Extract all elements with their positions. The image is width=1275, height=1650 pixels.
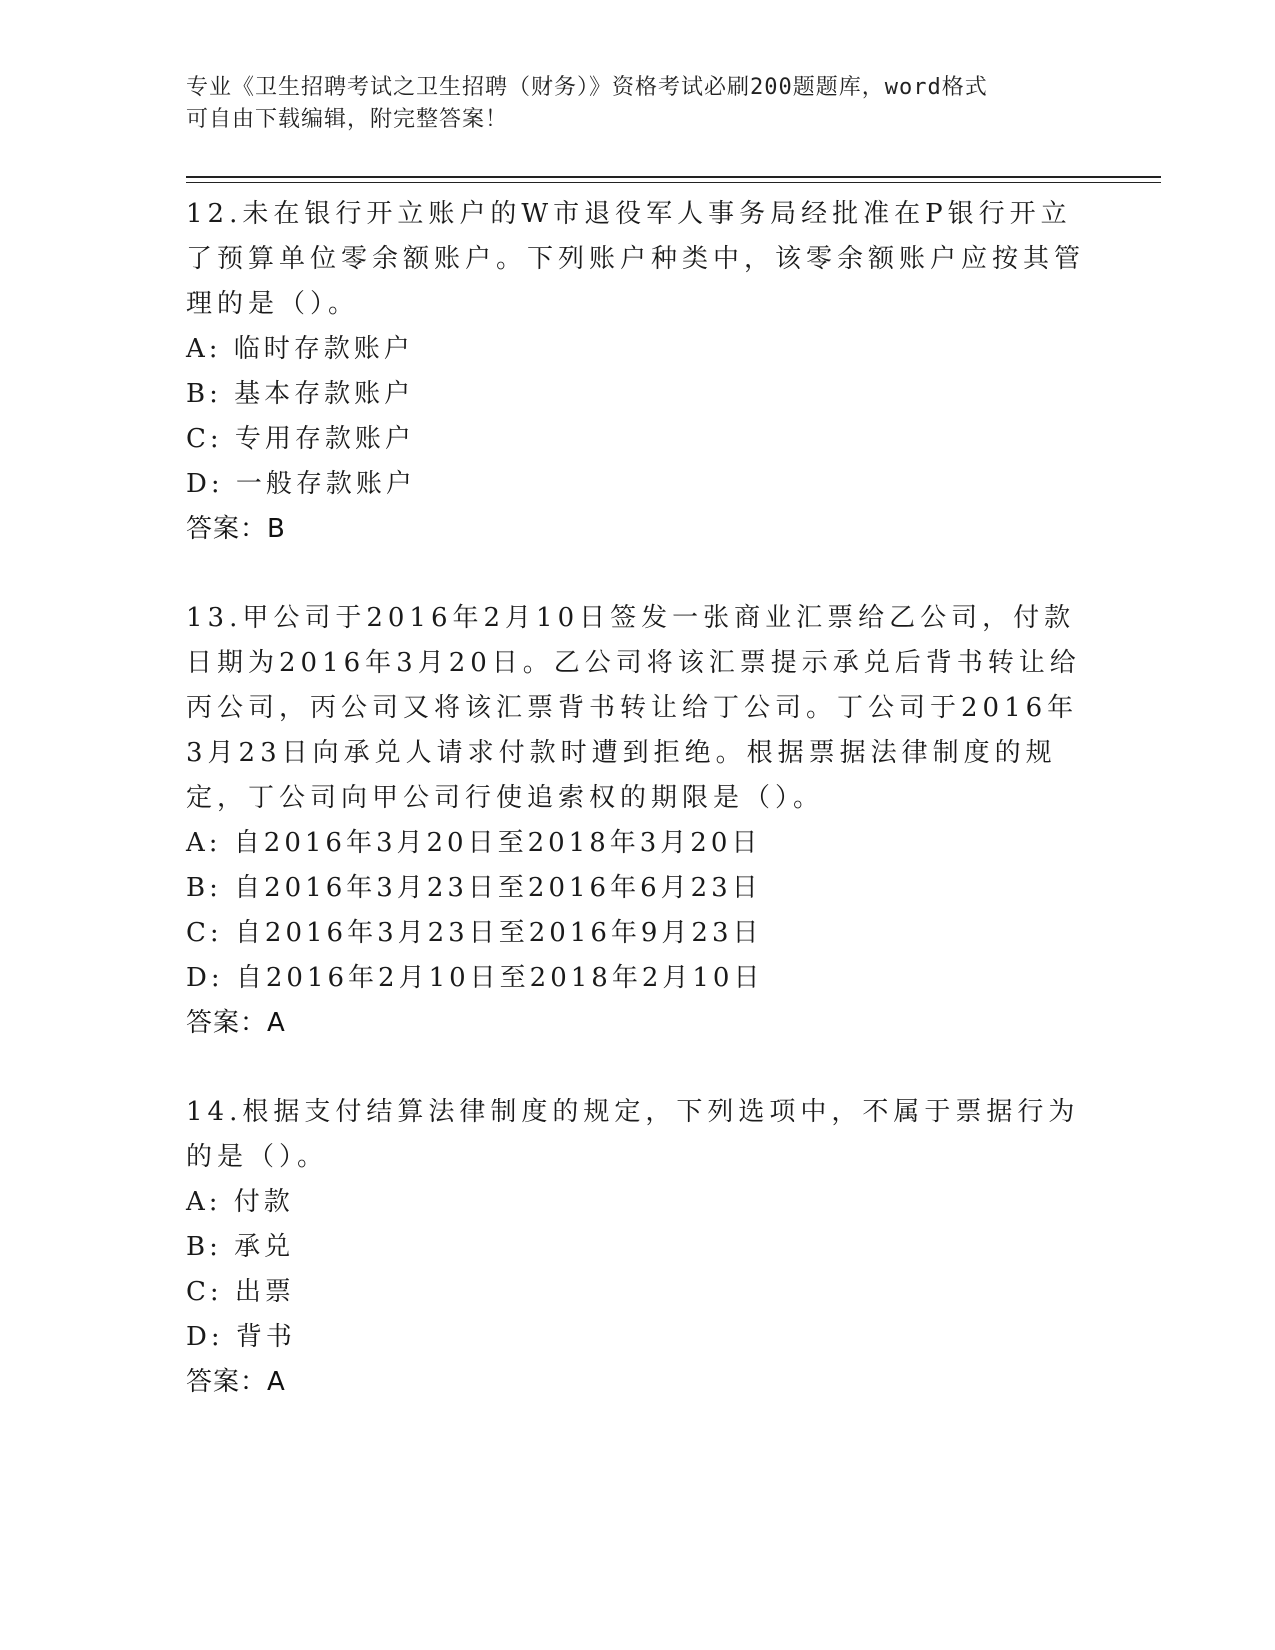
question-14 xyxy=(186,1090,1086,1405)
header-line-1: 专业《卫生招聘考试之卫生招聘（财务）》资格考试必刷200题题库，word格式 xyxy=(186,75,988,100)
option-a: A: 临时存款账户 xyxy=(186,334,414,364)
question-list xyxy=(186,192,1086,1449)
answer-line: 答案：B xyxy=(186,514,286,544)
option-c: C: 专用存款账户 xyxy=(186,424,415,454)
answer-line: 答案：A xyxy=(186,1008,286,1038)
document-header xyxy=(186,72,1086,136)
option-a: A: 自2016年3月20日至2018年3月20日 xyxy=(186,828,762,858)
option-b: B: 基本存款账户 xyxy=(186,379,415,409)
question-text: 14.根据支付结算法律制度的规定，下列选项中，不属于票据行为的是（）。 xyxy=(186,1097,1080,1172)
option-b: B: 承兑 xyxy=(186,1232,295,1262)
header-divider-thick xyxy=(186,176,1161,178)
option-c: C: 出票 xyxy=(186,1277,295,1307)
option-c: C: 自2016年3月23日至2016年9月23日 xyxy=(186,918,763,948)
option-a: A: 付款 xyxy=(186,1187,294,1217)
answer-line: 答案：A xyxy=(186,1367,286,1397)
option-d: D: 自2016年2月10日至2018年2月10日 xyxy=(186,963,764,993)
question-text: 12.未在银行开立账户的W市退役军人事务局经批准在P银行开立了预算单位零余额账户。下列账户种类中，该零余额账户应按其管理的是（）。 xyxy=(186,199,1086,319)
header-line-2: 可自由下载编辑，附完整答案！ xyxy=(186,107,509,132)
option-d: D: 一般存款账户 xyxy=(186,469,416,499)
question-13 xyxy=(186,596,1086,1046)
option-b: B: 自2016年3月23日至2016年6月23日 xyxy=(186,873,762,903)
question-text: 13.甲公司于2016年2月10日签发一张商业汇票给乙公司，付款日期为2016年3月20日。乙公司将该汇票提示承兑后背书转让给丙公司，丙公司又将该汇票背书转让给丁公司。丁公司于2016年3月23日向承兑人请求付款时遭到拒绝。根据票据法律制度的规定，丁公司向甲公司行使追索权的期限是（）。 xyxy=(186,603,1081,813)
question-12 xyxy=(186,192,1086,552)
option-d: D: 背书 xyxy=(186,1322,296,1352)
header-divider-thin xyxy=(186,182,1161,183)
